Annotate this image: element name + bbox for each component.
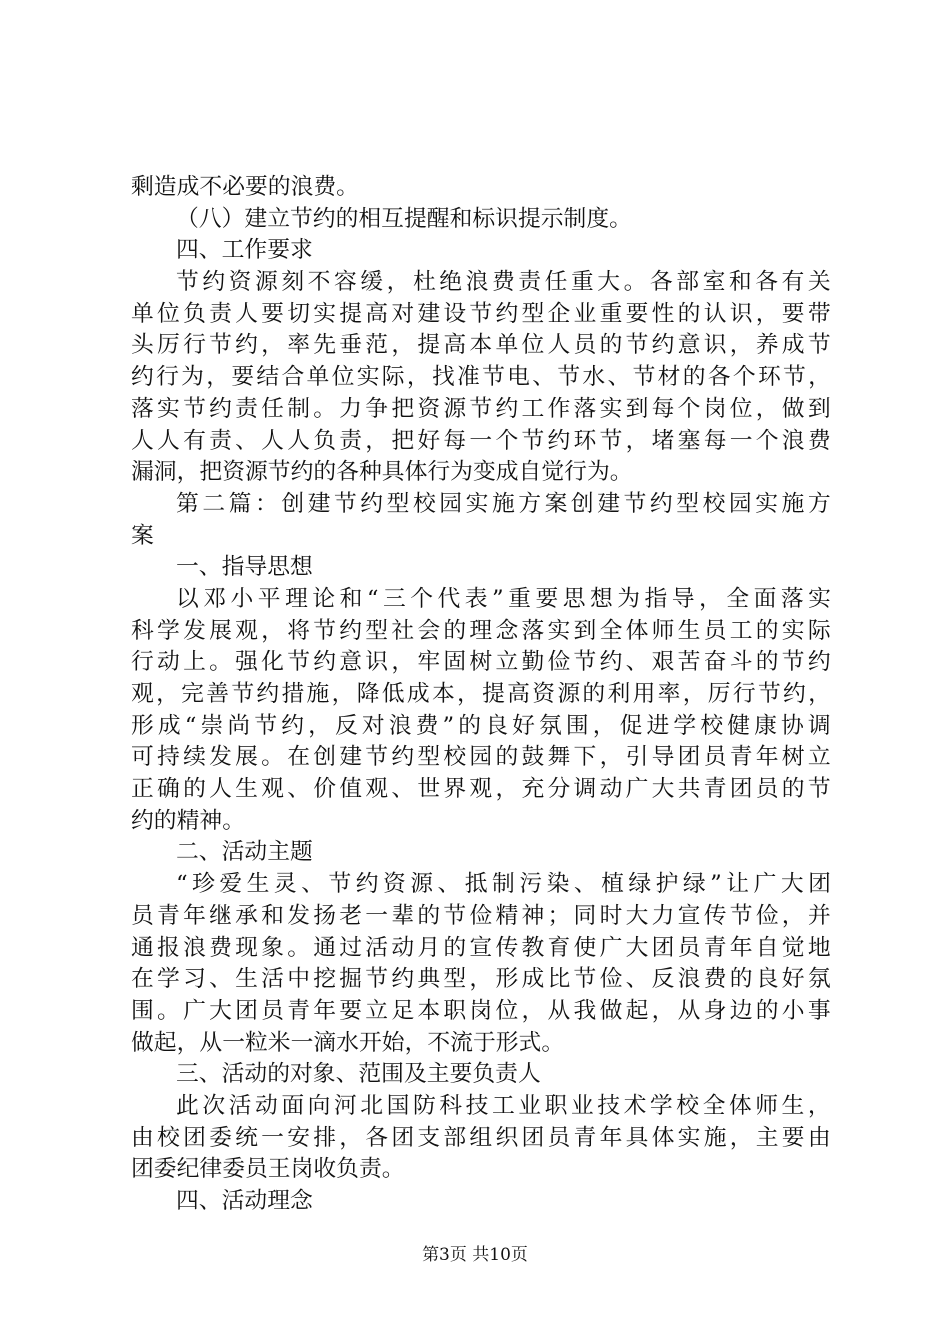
text-line: “ 珍 爱 生 灵 、 节 约 资 源 、 抵 制 污 染 、 植 绿 护 绿 ” 让 广 大 团: [176, 871, 831, 898]
text-line: 单 位 负 责 人 要 切 实 提 高 对 建 设 节 约 型 企 业 重 要 性 的 认 识 ， 要 带: [131, 300, 831, 327]
text-line: 由 校 团 委 统 一 安 排 ， 各 团 支 部 组 织 团 员 青 年 具 体 实 施 ， 主 要 由: [131, 1124, 831, 1151]
text-line: 头 厉 行 节 约 ， 率 先 垂 范 ， 提 高 本 单 位 人 员 的 节 约 意 识 ， 养 成 节: [131, 332, 831, 359]
section-heading: 四、活动理念: [176, 1188, 313, 1214]
text-line: 正 确 的 人 生 观 、 价 值 观 、 世 界 观 ， 充 分 调 动 广 大 共 青 团 员 的 节: [131, 776, 831, 803]
text-line: 落 实 节 约 责 任 制 。 力 争 把 资 源 节 约 工 作 落 实 到 每 个 岗 位 ， 做 到: [131, 395, 831, 422]
text-line: 可 持 续 发 展 。 在 创 建 节 约 型 校 园 的 鼓 舞 下 ， 引 导 团 员 青 年 树 立: [131, 744, 831, 771]
text-line: 通 报 浪 费 现 象 。 通 过 活 动 月 的 宣 传 教 育 使 广 大 团 员 青 年 自 觉 地: [131, 934, 831, 961]
chapter-title: 第 二 篇 ： 创 建 节 约 型 校 园 实 施 方 案 创 建 节 约 型 校 园 实 施 方: [176, 490, 831, 517]
text-line: 观 ， 完 善 节 约 措 施 ， 降 低 成 本 ， 提 高 资 源 的 利 用 率 ， 厉 行 节 约 ，: [131, 681, 831, 707]
section-heading: 四、工作要求: [176, 237, 313, 264]
text-line: 在 学 习 、 生 活 中 挖 掘 节 约 典 型 ， 形 成 比 节 俭 、 反 浪 费 的 良 好 氛: [131, 966, 831, 993]
text-line: 围 。 广 大 团 员 青 年 要 立 足 本 职 岗 位 ， 从 我 做 起 ， 从 身 边 的 小 事: [131, 997, 831, 1024]
section-heading: 三、活动的对象、范围及主要负责人: [176, 1061, 541, 1088]
text-line: 剩造成不必要的浪费。: [131, 174, 359, 200]
document-body: [131, 172, 831, 1218]
text-line: 约 行 为 ， 要 结 合 单 位 实 际 ， 找 准 节 电 、 节 水 、 节 材 的 各 个 环 节 ，: [131, 364, 831, 391]
text-line: 形 成 “ 崇 尚 节 约 ， 反 对 浪 费 ” 的 良 好 氛 围 ， 促 进 学 校 健 康 协 调: [131, 712, 831, 739]
section-heading: 二、活动主题: [176, 839, 313, 866]
text-line: 团委纪律委员王岗收负责。: [131, 1156, 405, 1183]
text-line: （八）建立节约的相互提醒和标识提示制度。: [176, 205, 632, 232]
text-line: 此 次 活 动 面 向 河 北 国 防 科 技 工 业 职 业 技 术 学 校 全 体 师 生 ，: [176, 1092, 831, 1119]
text-line: 以 邓 小 平 理 论 和 “ 三 个 代 表 ” 重 要 思 想 为 指 导 ， 全 面 落 实: [176, 585, 831, 612]
text-line: 节 约 资 源 刻 不 容 缓 ， 杜 绝 浪 费 责 任 重 大 。 各 部 室 和 各 有 关: [176, 269, 831, 296]
text-line: 员 青 年 继 承 和 发 扬 老 一 辈 的 节 俭 精 神 ； 同 时 大 力 宣 传 节 俭 ， 并: [131, 902, 831, 929]
text-line: 行 动 上 。 强 化 节 约 意 识 ， 牢 固 树 立 勤 俭 节 约 、 艰 苦 奋 斗 的 节 约: [131, 649, 831, 676]
text-line: 漏洞，把资源节约的各种具体行为变成自觉行为。: [131, 459, 633, 486]
text-line: 约的精神。: [131, 807, 245, 834]
text-line: 做起，从一粒米一滴水开始，不流于形式。: [131, 1029, 565, 1056]
chapter-title-continued: 案: [131, 522, 154, 549]
page-footer: 第3页 共10页: [422, 1245, 528, 1265]
section-heading: 一、指导思想: [176, 554, 313, 581]
text-line: 科 学 发 展 观 ， 将 节 约 型 社 会 的 理 念 落 实 到 全 体 师 生 员 工 的 实 际: [131, 617, 831, 644]
text-line: 人 人 有 责 、 人 人 负 责 ， 把 好 每 一 个 节 约 环 节 ， 堵 塞 每 一 个 浪 费: [131, 427, 831, 454]
